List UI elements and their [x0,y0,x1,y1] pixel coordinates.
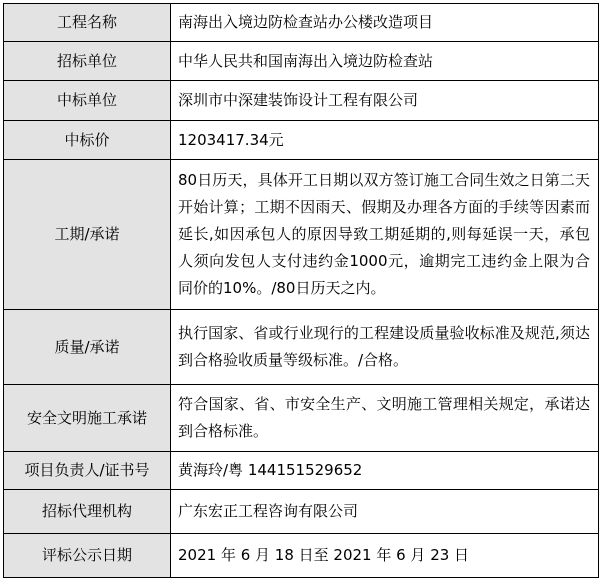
row-safety-commitment [4,385,599,452]
row-quality-commitment [4,310,599,385]
row-schedule-commitment [4,160,599,310]
label-winning-price: 中标价 [4,121,171,160]
value-tendering-unit: 中华人民共和国南海出入境边防检查站 [171,42,599,81]
value-publicity-date: 2021 年 6 月 18 日至 2021 年 6 月 23 日 [171,534,599,578]
bid-award-table [3,3,599,578]
row-winning-unit [4,81,599,121]
row-project-manager [4,452,599,490]
value-safety-commitment: 符合国家、省、市安全生产、文明施工管理相关规定，承诺达到合格标准。 [171,385,599,452]
label-safety-commitment: 安全文明施工承诺 [4,385,171,452]
row-publicity-date [4,534,599,578]
row-winning-price [4,121,599,160]
value-winning-unit: 深圳市中深建装饰设计工程有限公司 [171,81,599,121]
row-project-name [4,4,599,42]
label-winning-unit: 中标单位 [4,81,171,121]
row-agency [4,490,599,534]
label-project-manager: 项目负责人/证书号 [4,452,171,490]
label-schedule-commitment: 工期/承诺 [4,160,171,310]
label-publicity-date: 评标公示日期 [4,534,171,578]
value-winning-price: 1203417.34元 [171,121,599,160]
value-schedule-commitment: 80日历天，具体开工日期以双方签订施工合同生效之日第二天开始计算；工期不因雨天、假期及办理各方面的手续等因素而延长,如因承包人的原因导致工期延期的,则每延误一天，承包人须向发包人支付违约金1000元，逾期完工违约金上限为合同价的10%。/80日历天之内。 [171,160,599,310]
label-agency: 招标代理机构 [4,490,171,534]
label-project-name: 工程名称 [4,4,171,42]
row-tendering-unit [4,42,599,81]
value-quality-commitment: 执行国家、省或行业现行的工程建设质量验收标准及规范,须达到合格验收质量等级标准。/合格。 [171,310,599,385]
value-project-name: 南海出入境边防检查站办公楼改造项目 [171,4,599,42]
value-project-manager: 黄海玲/粤 144151529652 [171,452,599,490]
label-tendering-unit: 招标单位 [4,42,171,81]
label-quality-commitment: 质量/承诺 [4,310,171,385]
value-agency: 广东宏正工程咨询有限公司 [171,490,599,534]
